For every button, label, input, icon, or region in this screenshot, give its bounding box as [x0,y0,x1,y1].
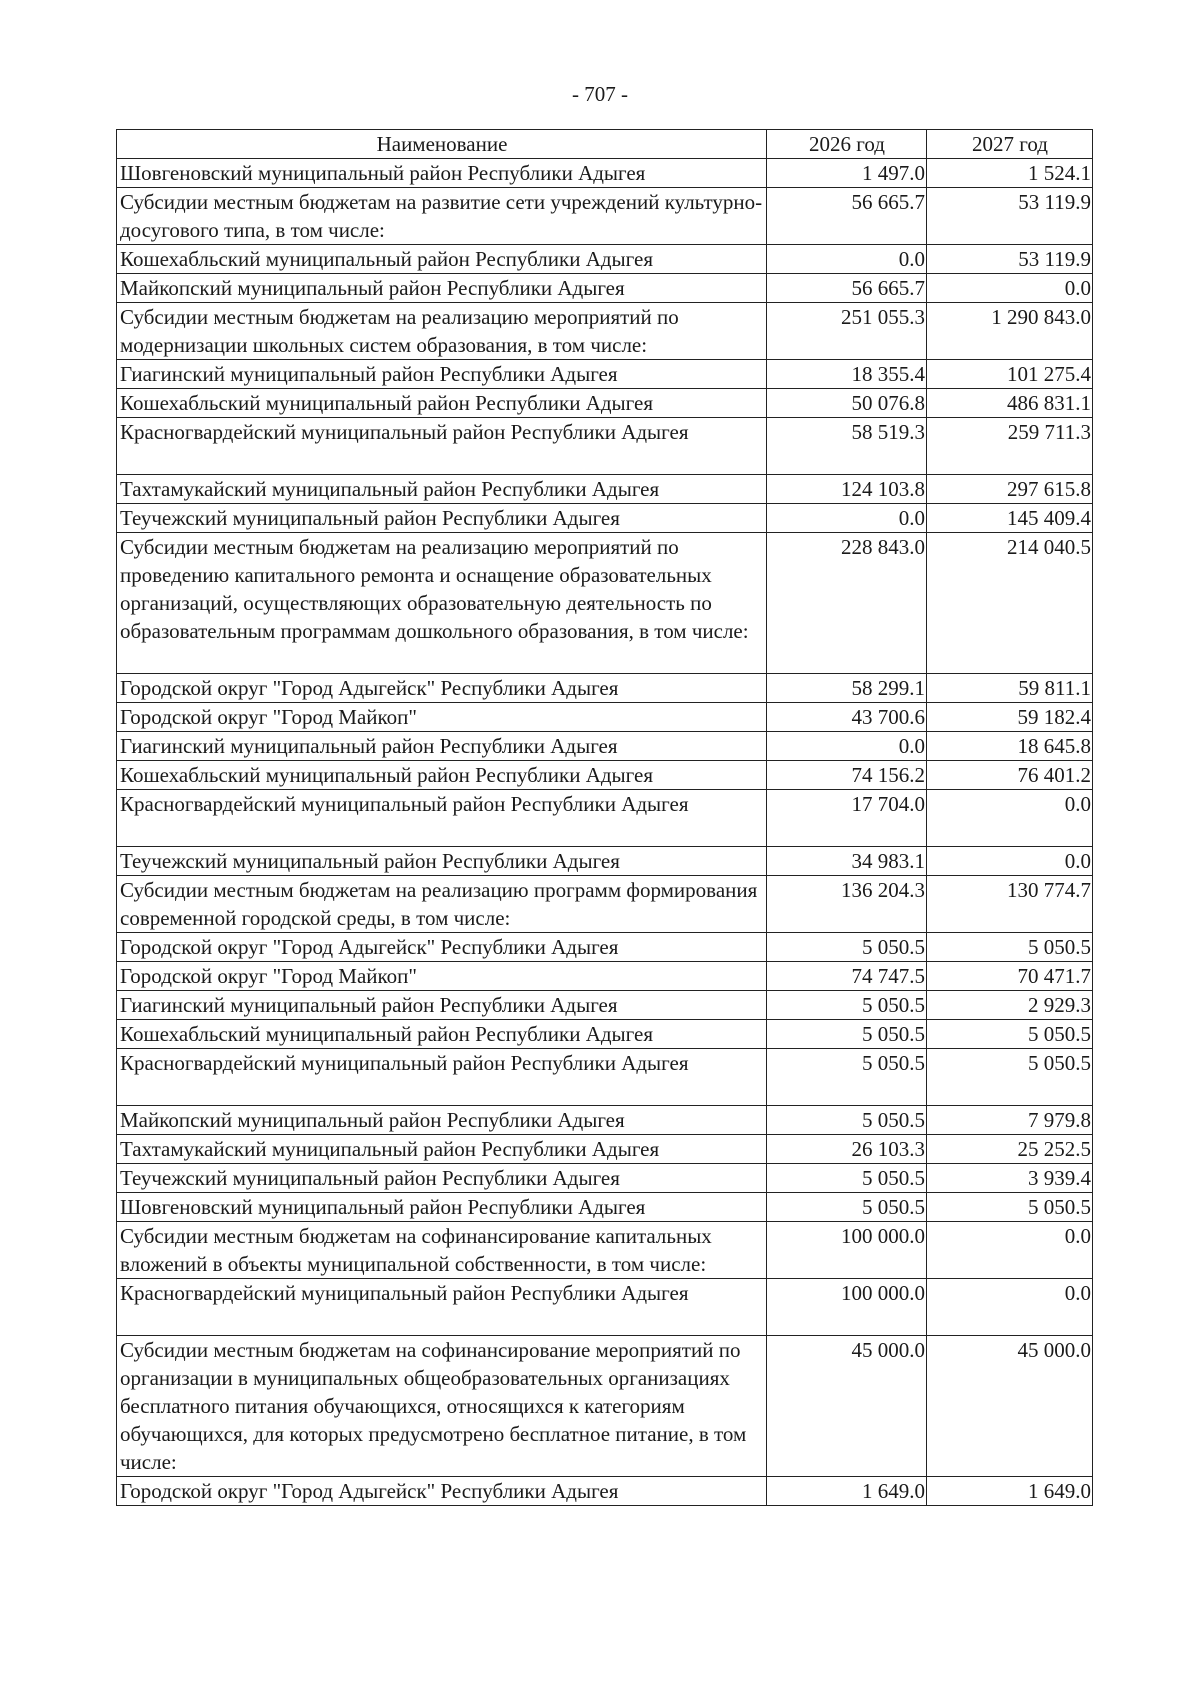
row-name-cell: Красногвардейский муниципальный район Республики Адыгея [117,418,767,475]
row-value-2027: 59 811.1 [927,674,1093,703]
table-row [117,1049,1093,1106]
table-row [117,933,1093,962]
row-value-2026: 56 665.7 [767,188,927,245]
row-value-2027: 1 524.1 [927,159,1093,188]
row-value-2027: 5 050.5 [927,1193,1093,1222]
row-name-cell: Теучежский муниципальный район Республики Адыгея [117,1164,767,1193]
row-value-2026: 43 700.6 [767,703,927,732]
row-name-cell: Субсидии местным бюджетам на развитие сети учреждений культурно-досугового типа, в том числе: [117,188,767,245]
row-value-2026: 58 519.3 [767,418,927,475]
row-name-cell: Шовгеновский муниципальный район Республики Адыгея [117,159,767,188]
row-value-2026: 17 704.0 [767,790,927,847]
row-value-2027: 53 119.9 [927,188,1093,245]
row-name-cell: Шовгеновский муниципальный район Республики Адыгея [117,1193,767,1222]
row-name-cell: Кошехабльский муниципальный район Республики Адыгея [117,1020,767,1049]
table-row [117,389,1093,418]
row-value-2027: 0.0 [927,274,1093,303]
row-value-2026: 124 103.8 [767,475,927,504]
row-value-2026: 45 000.0 [767,1336,927,1477]
row-value-2026: 5 050.5 [767,1020,927,1049]
row-name-cell: Кошехабльский муниципальный район Республики Адыгея [117,389,767,418]
row-value-2026: 100 000.0 [767,1279,927,1336]
row-value-2027: 70 471.7 [927,962,1093,991]
table-row [117,674,1093,703]
table-row [117,1336,1093,1477]
table-row [117,1193,1093,1222]
row-value-2027: 0.0 [927,790,1093,847]
table-row [117,1020,1093,1049]
table-row [117,962,1093,991]
row-name-cell: Городской округ "Город Адыгейск" Республики Адыгея [117,933,767,962]
row-name-cell: Тахтамукайский муниципальный район Республики Адыгея [117,1135,767,1164]
row-value-2027: 18 645.8 [927,732,1093,761]
row-name-cell: Теучежский муниципальный район Республики Адыгея [117,847,767,876]
table-row [117,1164,1093,1193]
row-name-cell: Майкопский муниципальный район Республики Адыгея [117,274,767,303]
table-row [117,732,1093,761]
row-value-2026: 5 050.5 [767,991,927,1020]
table-row [117,1222,1093,1279]
row-name-cell: Городской округ "Город Майкоп" [117,703,767,732]
row-value-2026: 136 204.3 [767,876,927,933]
table-row [117,274,1093,303]
row-name-cell: Кошехабльский муниципальный район Республики Адыгея [117,761,767,790]
row-name-cell: Субсидии местным бюджетам на реализацию мероприятий по модернизации школьных систем образования, в том числе: [117,303,767,360]
header-year-2027: 2027 год [927,130,1093,159]
row-value-2026: 100 000.0 [767,1222,927,1279]
header-name: Наименование [117,130,767,159]
table-row [117,703,1093,732]
row-value-2027: 1 649.0 [927,1477,1093,1506]
page-number: - 707 - [572,82,628,106]
row-value-2026: 1 649.0 [767,1477,927,1506]
row-value-2026: 228 843.0 [767,533,927,674]
row-value-2026: 0.0 [767,504,927,533]
row-name-cell: Гиагинский муниципальный район Республики Адыгея [117,991,767,1020]
row-name-cell: Городской округ "Город Майкоп" [117,962,767,991]
row-value-2026: 0.0 [767,245,927,274]
row-value-2026: 5 050.5 [767,1193,927,1222]
table-row [117,761,1093,790]
row-value-2026: 74 156.2 [767,761,927,790]
table-row [117,418,1093,475]
row-value-2027: 5 050.5 [927,1049,1093,1106]
row-value-2027: 45 000.0 [927,1336,1093,1477]
row-name-cell: Кошехабльский муниципальный район Республики Адыгея [117,245,767,274]
row-value-2026: 34 983.1 [767,847,927,876]
row-name-cell: Теучежский муниципальный район Республики Адыгея [117,504,767,533]
table-row [117,303,1093,360]
table-row [117,991,1093,1020]
table-row [117,847,1093,876]
row-name-cell: Субсидии местным бюджетам на софинансирование мероприятий по организации в муниципальных общеобразовательных организациях бесплатного питания обучающихся, относящихся к категориям обучающихся, для которых предусмотрено бесплатное питание, в том числе: [117,1336,767,1477]
row-value-2027: 2 929.3 [927,991,1093,1020]
table-row [117,245,1093,274]
row-value-2027: 486 831.1 [927,389,1093,418]
budget-table [116,129,1093,1506]
row-value-2026: 5 050.5 [767,1164,927,1193]
row-value-2027: 0.0 [927,1222,1093,1279]
row-value-2027: 0.0 [927,847,1093,876]
row-value-2026: 5 050.5 [767,1106,927,1135]
row-name-cell: Красногвардейский муниципальный район Республики Адыгея [117,1049,767,1106]
row-value-2027: 5 050.5 [927,933,1093,962]
table-row [117,475,1093,504]
row-name-cell: Красногвардейский муниципальный район Республики Адыгея [117,790,767,847]
row-value-2026: 26 103.3 [767,1135,927,1164]
table-header-row [117,130,1093,159]
table-row [117,533,1093,674]
table-body [117,159,1093,1506]
row-name-cell: Городской округ "Город Адыгейск" Республики Адыгея [117,1477,767,1506]
row-value-2027: 101 275.4 [927,360,1093,389]
row-value-2027: 297 615.8 [927,475,1093,504]
row-value-2026: 1 497.0 [767,159,927,188]
row-value-2027: 7 979.8 [927,1106,1093,1135]
row-value-2026: 251 055.3 [767,303,927,360]
table-row [117,360,1093,389]
row-value-2027: 59 182.4 [927,703,1093,732]
row-value-2026: 58 299.1 [767,674,927,703]
row-value-2026: 5 050.5 [767,933,927,962]
row-value-2027: 214 040.5 [927,533,1093,674]
table-row [117,159,1093,188]
table-row [117,504,1093,533]
row-name-cell: Гиагинский муниципальный район Республики Адыгея [117,360,767,389]
row-value-2027: 25 252.5 [927,1135,1093,1164]
row-name-cell: Городской округ "Город Адыгейск" Республики Адыгея [117,674,767,703]
row-value-2027: 53 119.9 [927,245,1093,274]
row-value-2026: 0.0 [767,732,927,761]
row-value-2027: 130 774.7 [927,876,1093,933]
row-value-2027: 145 409.4 [927,504,1093,533]
row-name-cell: Гиагинский муниципальный район Республики Адыгея [117,732,767,761]
row-name-cell: Красногвардейский муниципальный район Республики Адыгея [117,1279,767,1336]
row-name-cell: Субсидии местным бюджетам на реализацию мероприятий по проведению капитального ремонта и оснащение образовательных организаций, осуществляющих образовательную деятельность по образовательным программам дошкольного образования, в том числе: [117,533,767,674]
row-value-2026: 5 050.5 [767,1049,927,1106]
table-row [117,1477,1093,1506]
table-row [117,1106,1093,1135]
row-value-2026: 50 076.8 [767,389,927,418]
table-row [117,1135,1093,1164]
row-value-2027: 3 939.4 [927,1164,1093,1193]
row-value-2027: 259 711.3 [927,418,1093,475]
row-value-2027: 5 050.5 [927,1020,1093,1049]
row-value-2026: 18 355.4 [767,360,927,389]
table-row [117,790,1093,847]
row-value-2026: 74 747.5 [767,962,927,991]
table-row [117,1279,1093,1336]
header-year-2026: 2026 год [767,130,927,159]
row-value-2027: 1 290 843.0 [927,303,1093,360]
row-value-2026: 56 665.7 [767,274,927,303]
row-value-2027: 76 401.2 [927,761,1093,790]
row-name-cell: Субсидии местным бюджетам на софинансирование капитальных вложений в объекты муниципальной собственности, в том числе: [117,1222,767,1279]
table-row [117,188,1093,245]
row-name-cell: Тахтамукайский муниципальный район Республики Адыгея [117,475,767,504]
row-name-cell: Субсидии местным бюджетам на реализацию программ формирования современной городской среды, в том числе: [117,876,767,933]
table-row [117,876,1093,933]
row-name-cell: Майкопский муниципальный район Республики Адыгея [117,1106,767,1135]
row-value-2027: 0.0 [927,1279,1093,1336]
